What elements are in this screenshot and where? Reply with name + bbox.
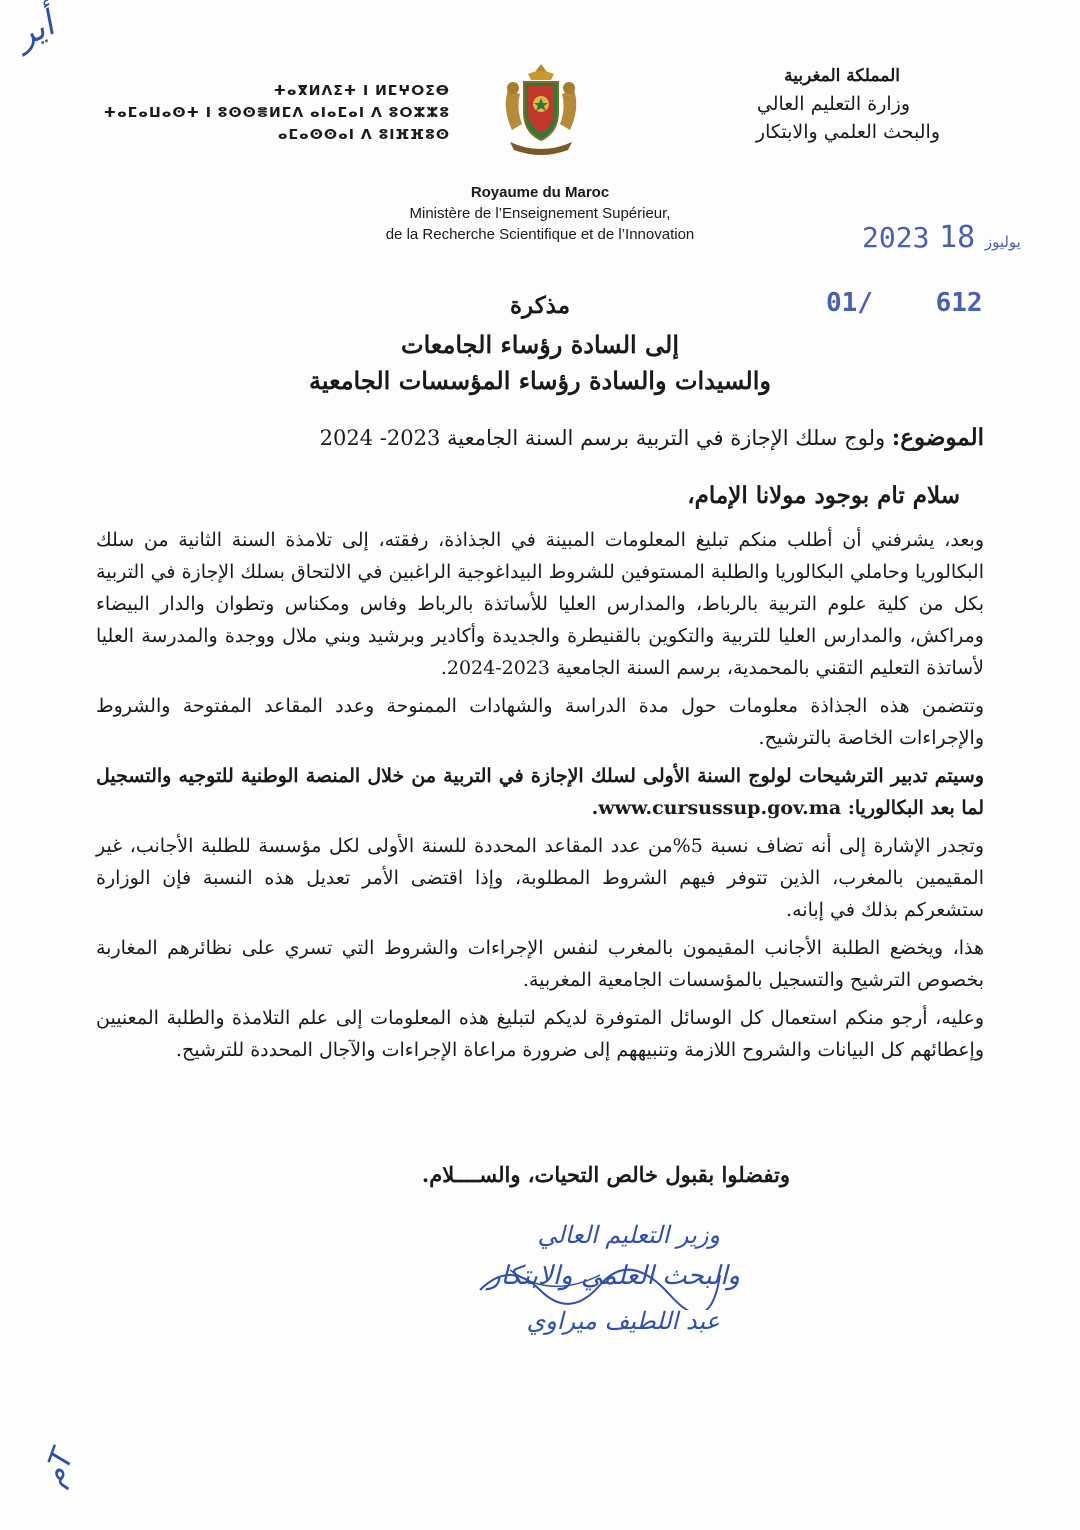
signature-line-2: والبحث العلمي والابتكار (488, 1261, 740, 1291)
greeting: سلام تام بوجود مولانا الإمام، (687, 482, 960, 509)
closing: وتفضلوا بقبول خالص التحيات، والســــلام. (421, 1162, 790, 1187)
subject-label: الموضوع: (891, 424, 984, 451)
signature-line-1: وزير التعليم العالي (537, 1221, 720, 1249)
arabic-header-line-1: المملكة المغربية (784, 66, 900, 86)
paragraph-5: هذا، ويخضع الطلبة الأجانب المقيمون بالمغرب لنفس الإجراءات والشروط التي تسري على نظائرهم المغاربة بخصوص الترشيح والتسجيل بالمؤسسات الجامعية المغربية. (96, 937, 984, 991)
date-stamp (862, 220, 1022, 255)
paragraph-3: وسيتم تدبير الترشيحات لولوج السنة الأولى لسلك الإجازة في التربية من خلال المنصة الوطنية للتوجيه والتسجيل لما بعد البكالوريا: www.cursussup.gov.ma. (96, 765, 984, 819)
tifinagh-header (60, 80, 450, 146)
date-day: 18 (939, 220, 976, 255)
arabic-header-line-3: والبحث العلمي والابتكار (755, 121, 940, 143)
paragraph-2: وتتضمن هذه الجذاذة معلومات حول مدة الدراسة والشهادات الممنوحة وعدد المقاعد المفتوحة والشروط والإجراءات الخاصة بالترشيح. (96, 695, 984, 749)
date-month: يوليوز (984, 233, 1021, 251)
reference-stamp: 01/ 612 (826, 288, 983, 318)
arabic-header (690, 62, 940, 146)
tifinagh-line-3: ⴰⵎⴰⵙⵙⴰⵏ ⴷ ⵓⵏⴼⴼⵓⵙ (277, 127, 450, 143)
subject (300, 424, 984, 451)
paragraph-4: وتجدر الإشارة إلى أنه تضاف نسبة 5%من عدد المقاعد المحددة للسنة الأولى لكل مؤسسة للطلبة الأجانب، غير المقيمين بالمغرب، الذين تتوفر فيهم الشروط المطلوبة، وإذا اقتضى الأمر تعديل هذه النسبة فإن الوزارة ستشعركم بذلك في إبانه. (96, 835, 984, 921)
memo-label: مذكرة (509, 292, 571, 319)
french-header (340, 182, 740, 245)
arabic-header-line-2: وزارة التعليم العالي (756, 93, 910, 115)
letter-body (96, 524, 984, 1072)
signature-scribble (470, 1250, 730, 1310)
margin-note-bottom: مT (35, 1444, 82, 1491)
margin-note-top: أير (9, 3, 61, 57)
signature-name: عبد اللطيف ميراوي (526, 1307, 720, 1335)
french-header-line-3: de la Recherche Scientifique et de l’Innovation (385, 226, 695, 243)
french-header-line-1: Royaume du Maroc (470, 184, 610, 201)
tifinagh-line-1: ⵜⴰⴳⵍⴷⵉⵜ ⵏ ⵍⵎⵖⵔⵉⴱ (273, 83, 450, 99)
title-line-1: إلى السادة رؤساء الجامعات (400, 330, 680, 359)
date-year: 2023 (862, 221, 930, 254)
coat-of-arms-icon (496, 60, 586, 165)
subject-text: ولوج سلك الإجازة في التربية برسم السنة الجامعية 2023- 2024 (319, 426, 892, 450)
paragraph-6: وعليه، أرجو منكم استعمال كل الوسائل المتوفرة لديكم لتبليغ هذه المعلومات إلى علم التلامذة والطلبة المعنيين وإعطائهم كل البيانات والشروح اللازمة وتنبيههم إلى ضرورة مراعاة الإجراءات والآجال المحددة للترشيح. (96, 1007, 984, 1061)
french-header-line-2: Ministère de l’Enseignement Supérieur, (409, 205, 671, 222)
title-line-2: والسيدات والسادة رؤساء المؤسسات الجامعية (309, 366, 771, 395)
tifinagh-line-2: ⵜⴰⵎⴰⵡⴰⵙⵜ ⵏ ⵓⵙⵙⴻⵍⵎⴷ ⴰⵏⴰⵎⴰⵏ ⴷ ⵓⵔⵣⵣⵓ (103, 105, 450, 121)
paragraph-1: وبعد، يشرفني أن أطلب منكم تبليغ المعلومات المبينة في الجذاذة، رفقته، إلى تلامذة السنة الثانية من سلك البكالوريا وحاملي البكالوريا والطلبة المستوفين للشروط البيداغوجية الراغبين في الالتحاق بسلك الإجازة في التربية بكل من كلية علوم التربية بالرباط، والمدارس العليا للأساتذة بالرباط وفاس ومكناس وتطوان والدار البيضاء ومراكش، والمدارس العليا للتربية والتكوين بالقنيطرة والجديدة وأكادير وبرشيد وبني ملال ووجدة والمدرسة العليا لأساتذة التعليم التقني بالمحمدية، برسم السنة الجامعية 2023-2024. (96, 529, 984, 679)
